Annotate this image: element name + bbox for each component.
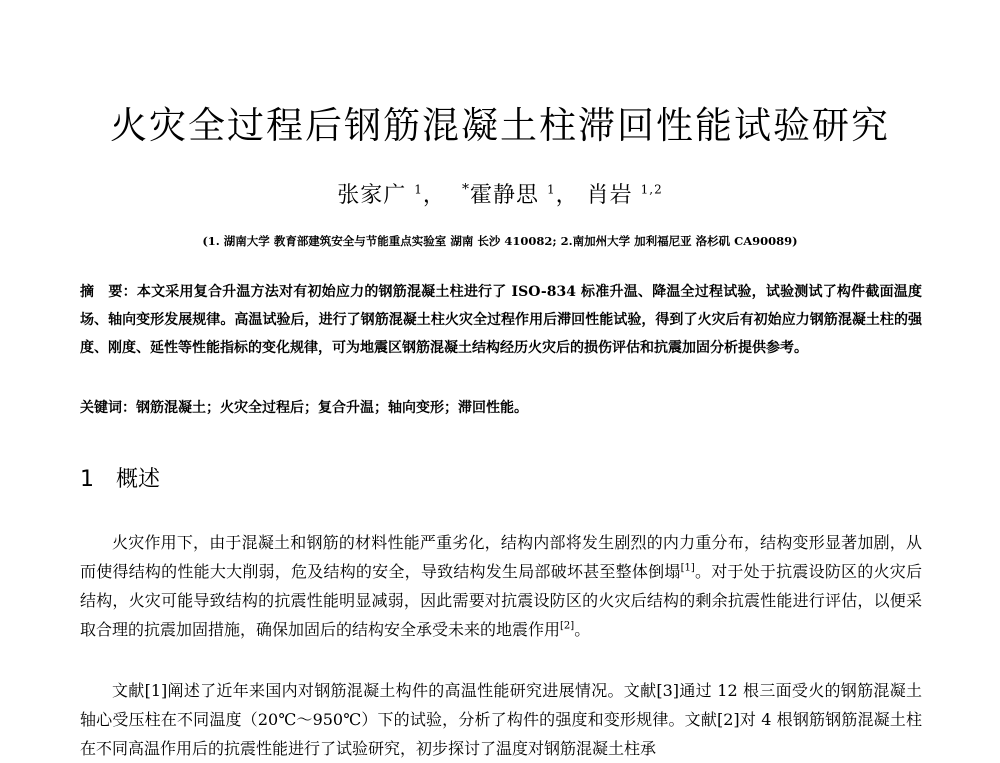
affiliation: (1. 湖南大学 教育部建筑安全与节能重点实验室 湖南 长沙 410082; 2.南加州大学 加利福尼亚 洛杉矶 CA90089) (202, 234, 798, 248)
keywords-label: 关键词： (80, 400, 136, 416)
author-2: *霍静思 $^1$， (461, 181, 579, 208)
author-3: 肖岩 $^{1,2}$ (586, 182, 663, 208)
paragraph-2: 文献[1]阐述了近年来国内对钢筋混凝土构件的高温性能研究进展情况。文献[3]通过 12 根三面受火的钢筋混凝土轴心受压柱在不同温度（20℃～950℃）下的试验，分析了构件的强度和变形规律。文献[2]对 4 根钢筋钢筋混凝土柱在不同高温作用后的抗震性能进行了试验研究，初步探讨了温度对钢筋混凝土柱承 (80, 681, 922, 758)
citation-2: [2] (560, 620, 575, 632)
section-title: 概述 (116, 467, 161, 492)
keywords (80, 396, 922, 420)
author-line (0, 178, 1000, 209)
paper-title: 火灾全过程后钢筋混凝土柱滞回性能试验研究 (110, 104, 890, 147)
citation-1: [1] (680, 562, 695, 574)
section-number: 1 (80, 467, 94, 492)
author-1: 张家广 $^1$， (337, 182, 446, 208)
keywords-text: 钢筋混凝土；火灾全过程后；复合升温；轴向变形；滞回性能。 (136, 400, 528, 416)
paragraph-1: 火灾作用下，由于混凝土和钢筋的材料性能严重劣化，结构内部将发生剧烈的内力重分布，结构变形显著加剧，从而使得结构的性能大大削弱，危及结构的安全，导致结构发生局部破坏甚至整体倒塌[1]。对于处于抗震设防区的火灾后结构，火灾可能导致结构的抗震性能明显减弱，因此需要对抗震设防区的火灾后结构的剩余抗震性能进行评估，以便采取合理的抗震加固措施，确保加固后的结构安全承受未来的地震作用[2]。 (80, 533, 922, 639)
abstract-label: 摘 要： (80, 284, 137, 300)
abstract-text: 本文采用复合升温方法对有初始应力的钢筋混凝土柱进行了 ISO-834 标准升温、降温全过程试验，试验测试了构件截面温度场、轴向变形发展规律。高温试验后，进行了钢筋混凝土柱火灾全过程作用后滞回性能试验，得到了火灾后有初始应力钢筋混凝土柱的强度、刚度、延性等性能指标的变化规律，可为地震区钢筋混凝土结构经历火灾后的损伤评估和抗震加固分析提供参考。 (80, 284, 923, 356)
abstract (80, 278, 922, 362)
section-heading (80, 462, 160, 493)
